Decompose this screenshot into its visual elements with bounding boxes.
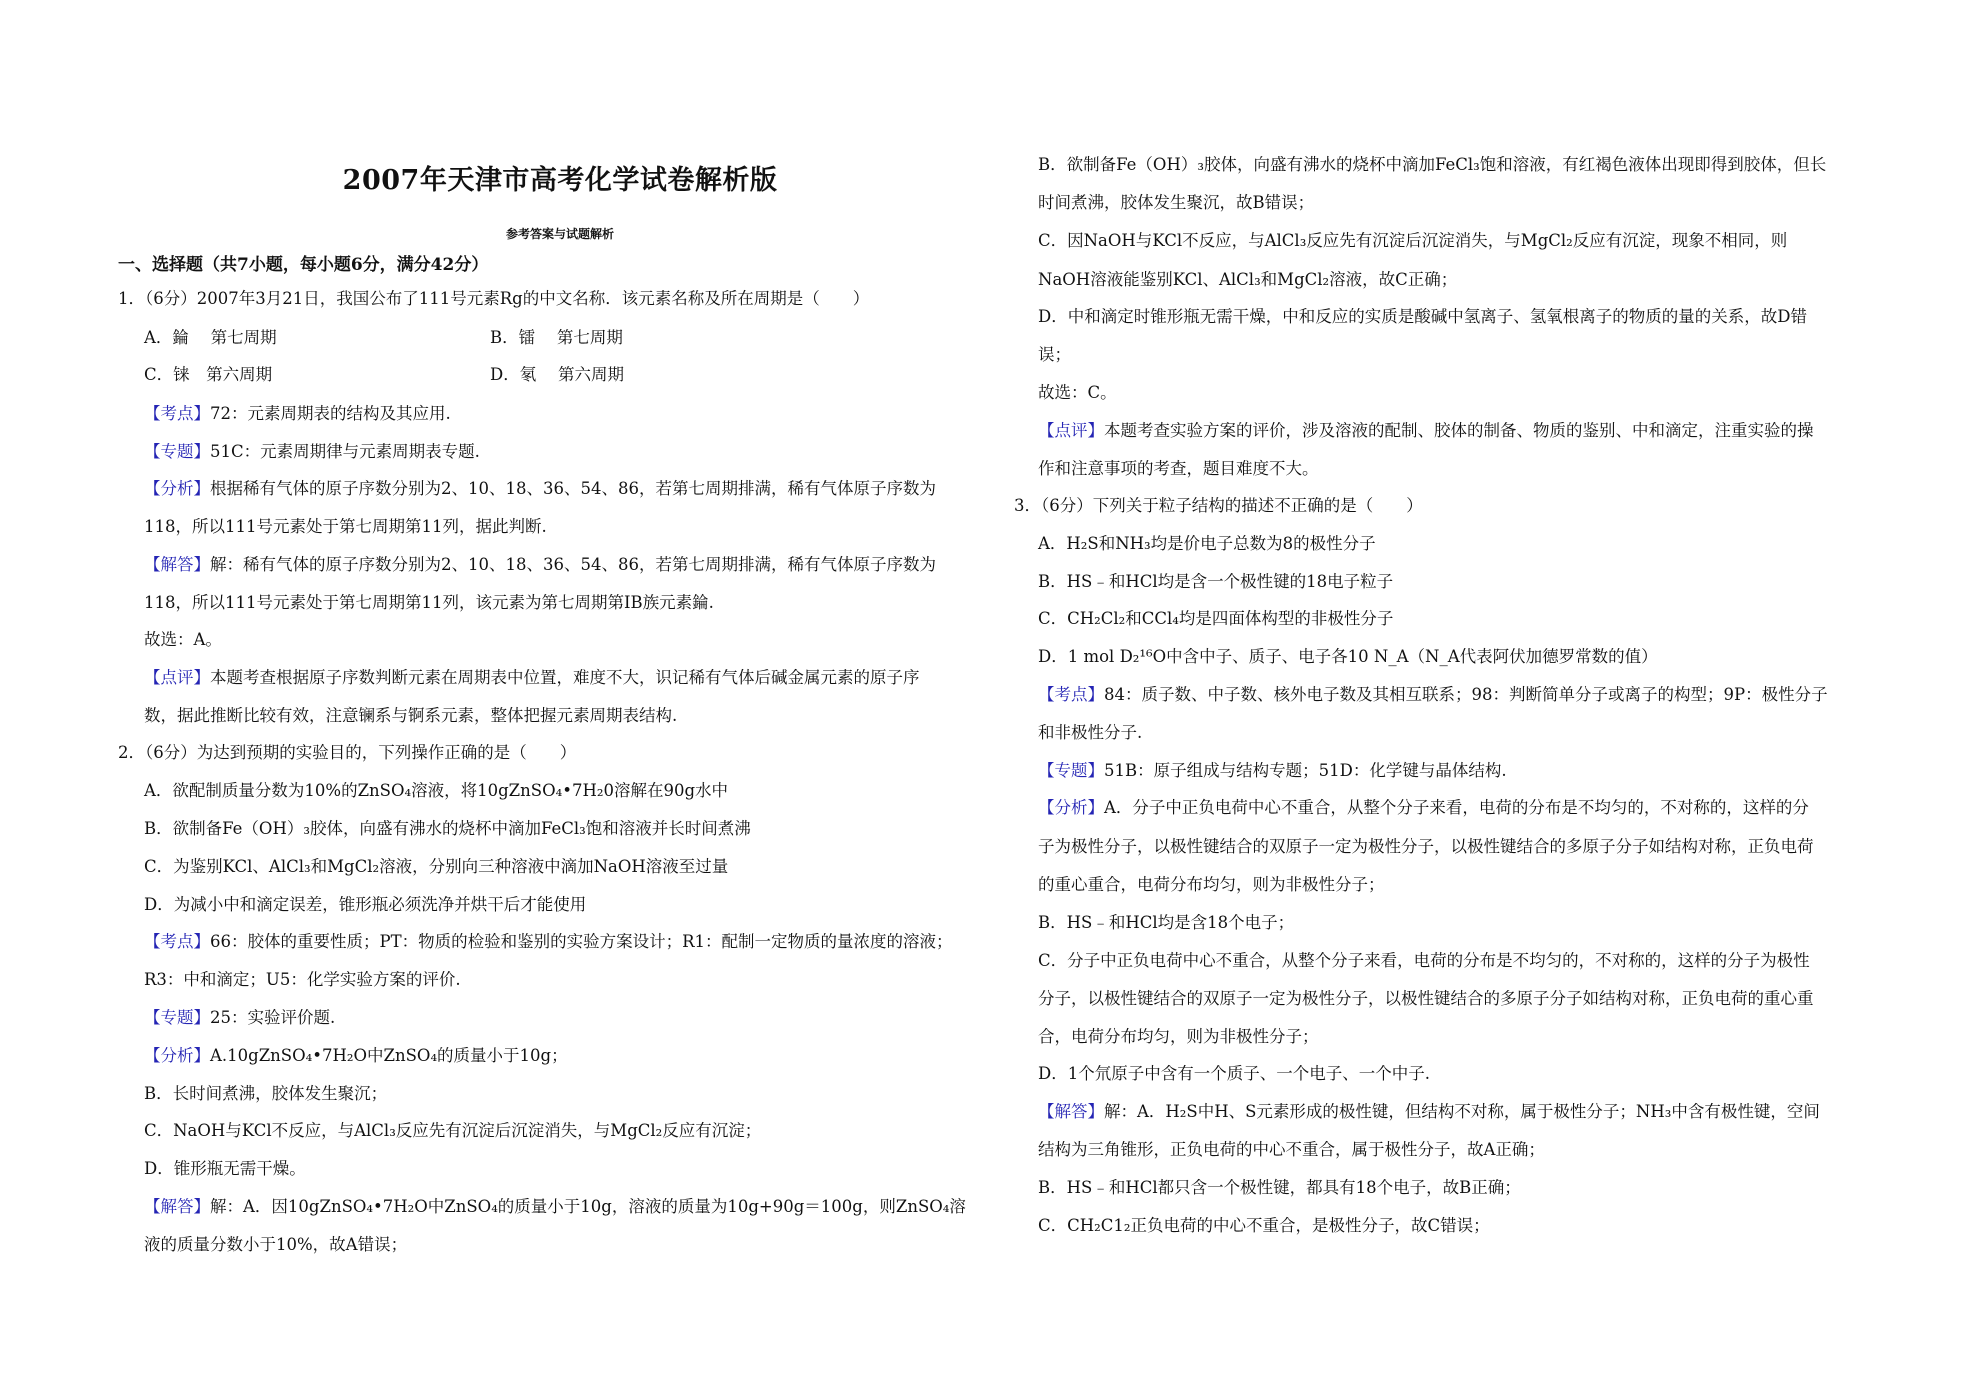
line-text: 故选：A。 [144,630,222,649]
text-line [1038,572,1393,592]
line-text: 的重心重合，电荷分布均匀，则为非极性分子； [1038,875,1385,894]
line-text: C．NaOH与KCl不反应，与AlCl₃反应先有沉淀后沉淀消失，与MgCl₂反应有沉淀； [144,1121,762,1140]
text-line [144,857,728,877]
text-line [144,1084,387,1104]
line-text: D．锥形瓶无需干燥。 [144,1159,306,1178]
text-line [1038,1064,1430,1084]
line-text: B．欲制备Fe（OH）₃胶体，向盛有沸水的烧杯中滴加FeCl₃饱和溶液并长时间煮沸 [144,819,751,838]
text-line [1038,989,1814,1009]
text-line [144,1046,568,1066]
line-text: 25：实验评价题. [210,1008,336,1027]
text-line [1038,723,1142,743]
text-line [144,328,277,348]
text-line [144,1121,761,1141]
text-line [144,1235,407,1255]
section-tag: 【专题】 [144,442,210,461]
line-text: 解：A．因10gZnSO₄•7H₂O中ZnSO₄的质量小于10g，溶液的质量为10g+90g＝100g，则ZnSO₄溶 [210,1197,966,1216]
section-tag: 【专题】 [144,1008,210,1027]
text-line [1038,1027,1319,1047]
line-text: 结构为三角锥形，正负电荷的中心不重合，属于极性分子，故A正确； [1038,1140,1545,1159]
section-tag: 【解答】 [1038,1102,1104,1121]
line-text: A．欲配制质量分数为10%的ZnSO₄溶液，将10gZnSO₄•7H₂0溶解在90g水中 [144,781,729,800]
option-text: B．镭 第七周期 [490,328,623,347]
text-line [1038,951,1810,971]
section-tag: 【分析】 [1038,798,1104,817]
text-line [1038,647,1658,667]
section-tag: 【分析】 [144,1046,210,1065]
text-line [1038,193,1314,213]
line-text: R3：中和滴定；U5：化学实验方案的评价. [144,970,461,989]
text-line [144,932,953,952]
line-text: 51C：元素周期律与元素周期表专题. [210,442,480,461]
line-text: 118，所以111号元素处于第七周期第11列，该元素为第七周期第ⅠB族元素錀. [144,593,714,612]
text-line [1038,345,1071,365]
page-title: 2007年天津市高考化学试卷解析版 [342,165,778,196]
text-line [118,289,869,309]
line-text: C．CH₂Cl₂和CCl₄均是四面体构型的非极性分子 [1038,609,1394,628]
section-tag: 【点评】 [144,668,210,687]
line-text: A.10gZnSO₄•7H₂O中ZnSO₄的质量小于10g； [210,1046,568,1065]
line-text: D．1个氘原子中含有一个质子、一个电子、一个中子. [1038,1064,1430,1083]
line-text: 66：胶体的重要性质；PT：物质的检验和鉴别的实验方案设计；R1：配制一定物质的量浓度的溶液； [210,932,953,951]
text-line [144,593,714,613]
text-line [144,1159,306,1179]
line-text: B．HS﹣和HCl都只含一个极性键，都具有18个电子，故B正确； [1038,1178,1521,1197]
line-text: 72：元素周期表的结构及其应用. [210,404,451,423]
line-text: C．CH₂C1₂正负电荷的中心不重合，是极性分子，故C错误； [1038,1216,1490,1235]
text-line [144,365,272,385]
line-text: 本题考查根据原子序数判断元素在周期表中位置，难度不大，识记稀有气体后碱金属元素的原子序 [210,668,920,687]
text-line [1038,913,1294,933]
line-text: D．为减小中和滴定误差，锥形瓶必须洗净并烘干后才能使用 [144,895,587,914]
text-line [118,743,576,763]
section-tag: 【考点】 [144,404,210,423]
line-text: 118，所以111号元素处于第七周期第11列，据此判断. [144,517,547,536]
line-text: 根据稀有气体的原子序数分别为2、10、18、36、54、86，若第七周期排满，稀有气体原子序数为 [210,479,936,498]
text-line [1038,231,1787,251]
line-text: A．分子中正负电荷中心不重合，从整个分子来看，电荷的分布是不均匀的，不对称的，这样的分 [1104,798,1809,817]
line-text: 时间煮沸，胶体发生聚沉，故B错误； [1038,193,1315,212]
line-text: 故选：C。 [1038,383,1117,402]
text-line [1038,307,1807,327]
line-text: D．中和滴定时锥形瓶无需干燥，中和反应的实质是酸碱中氢离子、氢氧根离子的物质的量的关系，故D错 [1038,307,1807,326]
option-text: D．氡 第六周期 [490,365,624,384]
line-text: 51B：原子组成与结构专题；51D：化学键与晶体结构. [1104,761,1507,780]
line-text: 子为极性分子，以极性键结合的双原子一定为极性分子，以极性键结合的多原子分子如结构对称，正负电荷 [1038,837,1814,856]
text-line [144,668,920,688]
text-line [1038,421,1814,441]
text-line [144,819,751,839]
section-tag: 【解答】 [144,555,210,574]
text-line [1038,1178,1521,1198]
line-text: D．1 mol D₂¹⁶O中含中子、质子、电子各10 N_A（N_A代表阿伏加德罗常数的值） [1038,647,1658,666]
text-line [144,1008,335,1028]
text-line [1038,837,1814,857]
text-line [144,1197,966,1217]
section-heading: 一、选择题（共7小题，每小题6分，满分42分） [118,255,489,275]
line-text: C．因NaOH与KCl不反应，与AlCl₃反应先有沉淀后沉淀消失，与MgCl₂反应有沉淀，现象不相同，则 [1038,231,1788,250]
line-text: 解：稀有气体的原子序数分别为2、10、18、36、54、86，若第七周期排满，稀有气体原子序数为 [210,555,936,574]
line-text: B．欲制备Fe（OH）₃胶体，向盛有沸水的烧杯中滴加FeCl₃饱和溶液，有红褐色液体出现即得到胶体，但长 [1038,155,1827,174]
line-text: C．为鉴别KCl、AlCl₃和MgCl₂溶液，分别向三种溶液中滴加NaOH溶液至过量 [144,857,729,876]
section-tag: 【解答】 [144,1197,210,1216]
section-tag: 【点评】 [1038,421,1104,440]
line-text: B．HS﹣和HCl均是含18个电子； [1038,913,1295,932]
text-line [1038,459,1319,479]
text-line [144,895,586,915]
line-text: 本题考查实验方案的评价，涉及溶液的配制、胶体的制备、物质的鉴别、中和滴定，注重实验的操 [1104,421,1814,440]
line-text: 1．（6分）2007年3月21日，我国公布了111号元素Rg的中文名称．该元素名称及所在周期是（ ） [118,289,870,308]
line-text: 误； [1038,345,1071,364]
text-line [1038,875,1385,895]
line-text: C．铼 第六周期 [144,365,273,384]
text-line [144,781,728,801]
text-line [144,517,547,537]
text-line [1038,383,1117,403]
line-text: A．錀 第七周期 [144,328,277,347]
text-line [1038,534,1376,554]
text-line [144,442,480,462]
text-line [144,970,461,990]
line-text: 分子，以极性键结合的双原子一定为极性分子，以极性键结合的多原子分子如结构对称，正负电荷的重心重 [1038,989,1814,1008]
section-tag: 【考点】 [144,932,210,951]
line-text: 3．（6分）下列关于粒子结构的描述不正确的是（ ） [1014,496,1423,515]
line-text: 84：质子数、中子数、核外电子数及其相互联系；98：判断简单分子或离子的构型；9P：极性分子 [1104,685,1828,704]
text-line [1038,761,1507,781]
line-text: 和非极性分子. [1038,723,1143,742]
line-text: 2．（6分）为达到预期的实验目的，下列操作正确的是（ ） [118,743,577,762]
text-line [144,630,222,650]
text-line [144,555,936,575]
line-text: B．长时间煮沸，胶体发生聚沉； [144,1084,388,1103]
text-line [1038,685,1828,705]
text-line [1038,798,1809,818]
text-line [144,706,677,726]
section-tag: 【专题】 [1038,761,1104,780]
text-line [1038,155,1826,175]
section-tag: 【分析】 [144,479,210,498]
page-subtitle: 参考答案与试题解析 [505,227,614,241]
section-tag: 【考点】 [1038,685,1104,704]
line-text: NaOH溶液能鉴别KCl、AlCl₃和MgCl₂溶液，故C正确； [1038,270,1458,289]
line-text: 数，据此推断比较有效，注意镧系与锕系元素，整体把握元素周期表结构. [144,706,678,725]
text-line [1014,496,1423,516]
text-line [1038,1216,1490,1236]
line-text: 合，电荷分布均匀，则为非极性分子； [1038,1027,1319,1046]
line-text: A．H₂S和NH₃均是价电子总数为8的极性分子 [1038,534,1376,553]
text-line [1038,1140,1545,1160]
text-line [1038,1102,1820,1122]
line-text: C．分子中正负电荷中心不重合，从整个分子来看，电荷的分布是不均匀的，不对称的，这样的分子为极性 [1038,951,1810,970]
line-text: B．HS﹣和HCl均是含一个极性键的18电子粒子 [1038,572,1394,591]
line-text: 作和注意事项的考查，题目难度不大。 [1038,459,1319,478]
line-text: 解：A．H₂S中H、S元素形成的极性键，但结构不对称，属于极性分子；NH₃中含有极性键，空间 [1104,1102,1820,1121]
text-line [1038,609,1393,629]
text-line [144,479,936,499]
text-line [144,404,451,424]
line-text: 液的质量分数小于10%，故A错误； [144,1235,408,1254]
text-line [1038,270,1457,290]
